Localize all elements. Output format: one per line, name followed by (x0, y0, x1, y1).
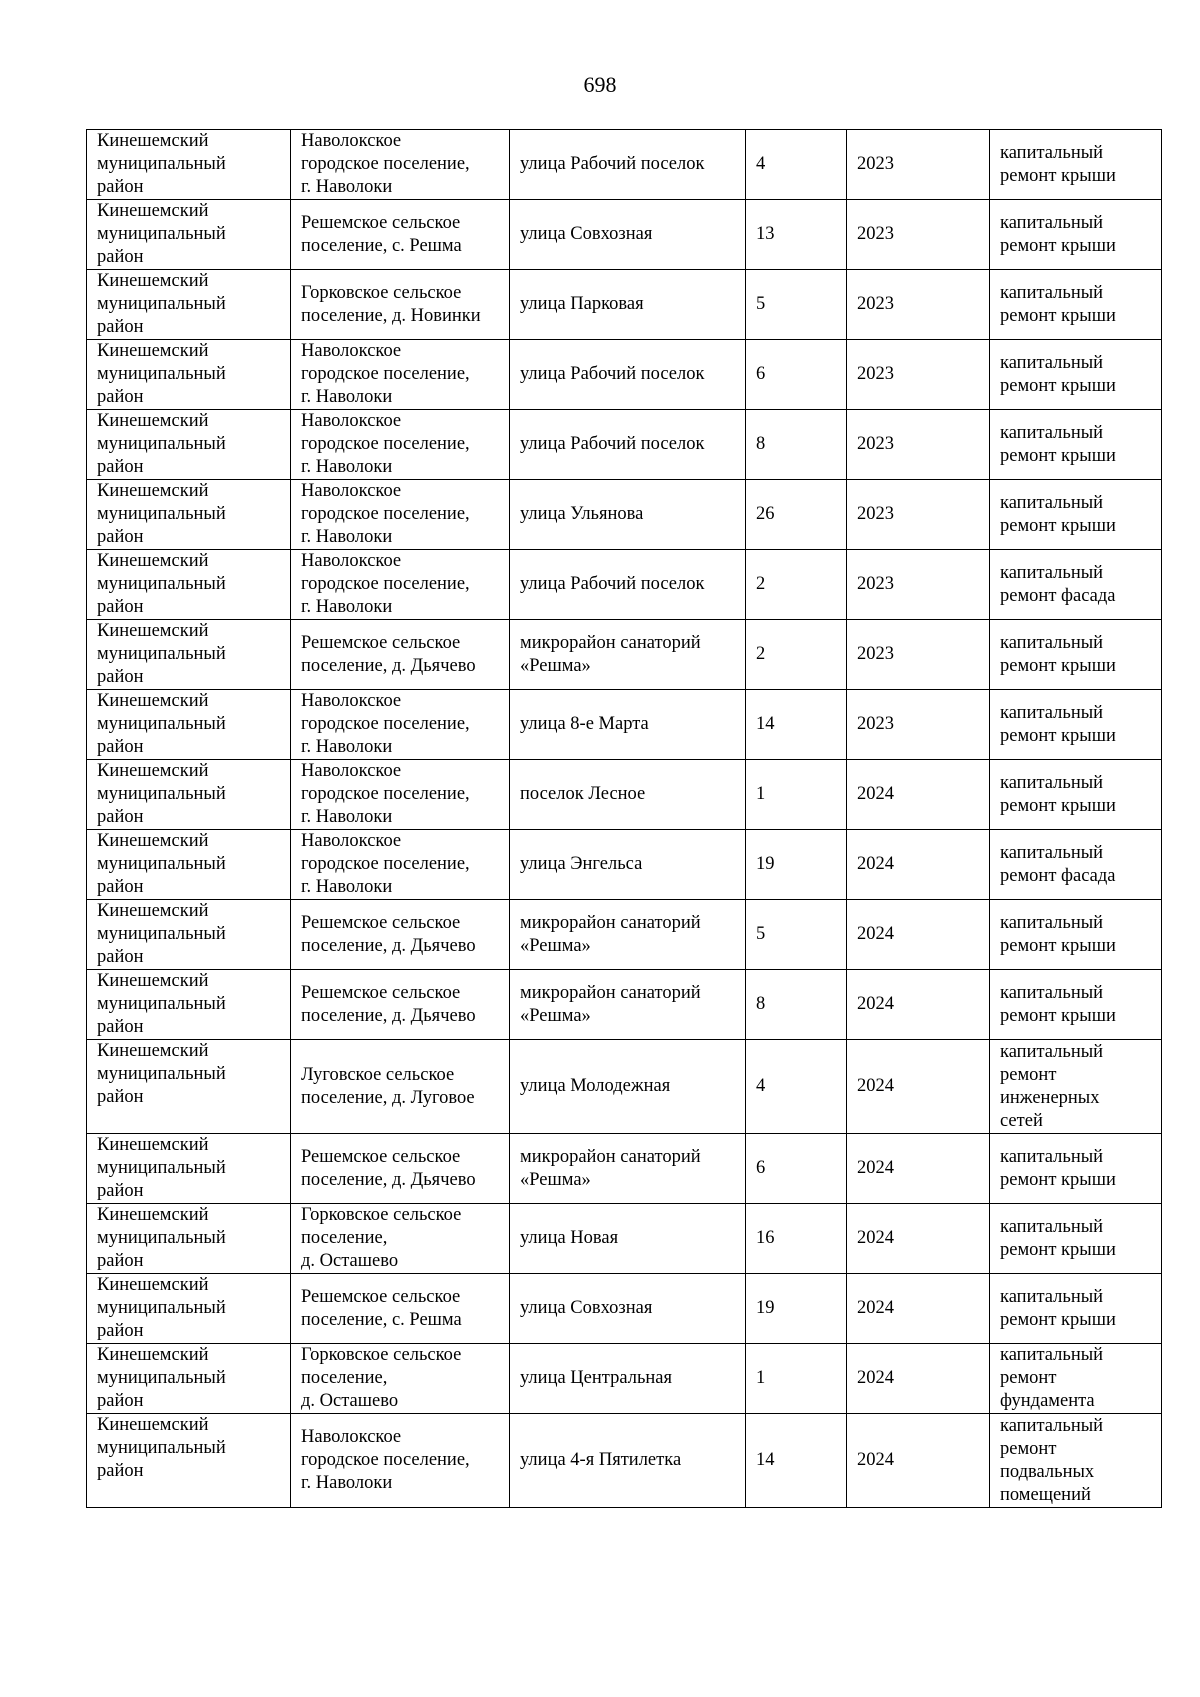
district-cell-text: Кинешемский муниципальный район (97, 481, 226, 547)
year-cell-text: 2024 (857, 1076, 894, 1096)
year-cell-text: 2023 (857, 154, 894, 174)
work-type-cell-text: капитальный ремонт крыши (1000, 422, 1116, 466)
work-type-cell (990, 1204, 1162, 1274)
settlement-cell (291, 900, 510, 970)
house-number-cell-text: 19 (756, 854, 775, 874)
district-cell (87, 760, 291, 830)
street-cell (510, 1134, 746, 1204)
settlement-cell-text: Горковское сельское поселение, д. Новинки (301, 282, 481, 326)
street-cell (510, 1204, 746, 1274)
year-cell-text: 2023 (857, 364, 894, 384)
year-cell-text: 2023 (857, 574, 894, 594)
street-cell-text: улица 4-я Пятилетка (520, 1450, 682, 1470)
year-cell (847, 970, 990, 1040)
district-cell-text: Кинешемский муниципальный район (97, 411, 226, 477)
district-cell (87, 620, 291, 690)
settlement-cell-text: Наволокское городское поселение, г. Наволоки (301, 551, 470, 617)
settlement-cell-text: Горковское сельское поселение, д. Осташево (301, 1345, 462, 1411)
settlement-cell (291, 690, 510, 760)
district-cell-text: Кинешемский муниципальный район (97, 131, 226, 197)
street-cell (510, 830, 746, 900)
work-type-cell (990, 410, 1162, 480)
settlement-cell-text: Наволокское городское поселение, г. Наволоки (301, 341, 470, 407)
year-cell (847, 1414, 990, 1508)
street-cell-text: микрорайон санаторий «Решма» (520, 1146, 701, 1190)
year-cell (847, 1204, 990, 1274)
work-type-cell-text: капитальный ремонт крыши (1000, 632, 1116, 676)
year-cell-text: 2023 (857, 434, 894, 454)
house-number-cell-text: 8 (756, 434, 766, 454)
year-cell-text: 2023 (857, 644, 894, 664)
district-cell-text: Кинешемский муниципальный район (97, 621, 226, 687)
repair-schedule-table (86, 129, 1162, 1508)
district-cell-text: Кинешемский муниципальный район (97, 831, 226, 897)
settlement-cell-text: Наволокское городское поселение, г. Наволоки (301, 831, 470, 897)
district-cell-text: Кинешемский муниципальный район (97, 1415, 226, 1481)
house-number-cell-text: 4 (756, 1076, 766, 1096)
table-row (87, 1134, 1162, 1204)
work-type-cell-text: капитальный ремонт фасада (1000, 562, 1116, 606)
work-type-cell-text: капитальный ремонт крыши (1000, 912, 1116, 956)
year-cell-text: 2024 (857, 784, 894, 804)
table-row (87, 1274, 1162, 1344)
house-number-cell-text: 19 (756, 1298, 775, 1318)
district-cell-text: Кинешемский муниципальный район (97, 1205, 226, 1271)
house-number-cell-text: 4 (756, 154, 766, 174)
year-cell (847, 550, 990, 620)
table-row (87, 760, 1162, 830)
street-cell (510, 1040, 746, 1134)
district-cell-text: Кинешемский муниципальный район (97, 271, 226, 337)
table-row (87, 200, 1162, 270)
street-cell (510, 690, 746, 760)
street-cell-text: улица Рабочий поселок (520, 154, 705, 174)
settlement-cell (291, 1040, 510, 1134)
house-number-cell-text: 2 (756, 574, 766, 594)
work-type-cell (990, 340, 1162, 410)
work-type-cell (990, 970, 1162, 1040)
settlement-cell-text: Наволокское городское поселение, г. Наволоки (301, 1427, 470, 1493)
district-cell (87, 550, 291, 620)
work-type-cell (990, 1134, 1162, 1204)
house-number-cell-text: 2 (756, 644, 766, 664)
house-number-cell (746, 1344, 847, 1414)
year-cell-text: 2024 (857, 1228, 894, 1248)
settlement-cell (291, 550, 510, 620)
district-cell (87, 900, 291, 970)
district-cell-text: Кинешемский муниципальный район (97, 341, 226, 407)
district-cell (87, 1040, 291, 1134)
year-cell (847, 900, 990, 970)
settlement-cell-text: Наволокское городское поселение, г. Наволоки (301, 691, 470, 757)
page-number: 698 (583, 72, 617, 97)
work-type-cell-text: капитальный ремонт инженерных сетей (1000, 1041, 1104, 1131)
work-type-cell (990, 1414, 1162, 1508)
settlement-cell-text: Решемское сельское поселение, д. Дьячево (301, 912, 476, 956)
street-cell-text: улица Молодежная (520, 1076, 671, 1096)
work-type-cell (990, 130, 1162, 200)
district-cell-text: Кинешемский муниципальный район (97, 971, 226, 1037)
house-number-cell (746, 270, 847, 340)
table-row (87, 480, 1162, 550)
year-cell (847, 410, 990, 480)
year-cell-text: 2023 (857, 224, 894, 244)
district-cell-text: Кинешемский муниципальный район (97, 551, 226, 617)
district-cell-text: Кинешемский муниципальный район (97, 1345, 226, 1411)
street-cell-text: улица Парковая (520, 294, 644, 314)
work-type-cell (990, 1344, 1162, 1414)
district-cell (87, 1134, 291, 1204)
house-number-cell-text: 8 (756, 994, 766, 1014)
settlement-cell (291, 970, 510, 1040)
house-number-cell (746, 760, 847, 830)
settlement-cell (291, 1414, 510, 1508)
street-cell-text: улица Рабочий поселок (520, 364, 705, 384)
year-cell (847, 340, 990, 410)
year-cell (847, 1344, 990, 1414)
year-cell-text: 2024 (857, 1368, 894, 1388)
street-cell-text: микрорайон санаторий «Решма» (520, 632, 701, 676)
table-row (87, 550, 1162, 620)
year-cell (847, 760, 990, 830)
year-cell-text: 2024 (857, 994, 894, 1014)
street-cell-text: улица Энгельса (520, 854, 643, 874)
year-cell-text: 2024 (857, 1298, 894, 1318)
work-type-cell-text: капитальный ремонт крыши (1000, 772, 1116, 816)
settlement-cell (291, 130, 510, 200)
street-cell-text: улица Ульянова (520, 504, 644, 524)
house-number-cell-text: 14 (756, 1450, 775, 1470)
table-row (87, 410, 1162, 480)
house-number-cell (746, 410, 847, 480)
settlement-cell (291, 620, 510, 690)
work-type-cell (990, 480, 1162, 550)
street-cell (510, 200, 746, 270)
settlement-cell (291, 270, 510, 340)
year-cell (847, 620, 990, 690)
district-cell (87, 1204, 291, 1274)
street-cell-text: поселок Лесное (520, 784, 646, 804)
table-row (87, 620, 1162, 690)
house-number-cell-text: 5 (756, 924, 766, 944)
house-number-cell (746, 970, 847, 1040)
work-type-cell-text: капитальный ремонт фундамента (1000, 1345, 1104, 1411)
year-cell (847, 1274, 990, 1344)
settlement-cell (291, 830, 510, 900)
house-number-cell (746, 690, 847, 760)
street-cell-text: улица 8-е Марта (520, 714, 649, 734)
settlement-cell (291, 760, 510, 830)
house-number-cell (746, 900, 847, 970)
district-cell-text: Кинешемский муниципальный район (97, 761, 226, 827)
settlement-cell-text: Горковское сельское поселение, д. Осташево (301, 1205, 462, 1271)
house-number-cell (746, 1414, 847, 1508)
table-row (87, 1040, 1162, 1134)
house-number-cell-text: 1 (756, 1368, 766, 1388)
district-cell (87, 690, 291, 760)
work-type-cell (990, 1274, 1162, 1344)
table-row (87, 690, 1162, 760)
table-row (87, 830, 1162, 900)
district-cell (87, 830, 291, 900)
district-cell (87, 200, 291, 270)
street-cell (510, 900, 746, 970)
work-type-cell (990, 900, 1162, 970)
house-number-cell (746, 1134, 847, 1204)
settlement-cell (291, 340, 510, 410)
settlement-cell-text: Решемское сельское поселение, д. Дьячево (301, 632, 476, 676)
settlement-cell (291, 1204, 510, 1274)
house-number-cell (746, 1040, 847, 1134)
street-cell (510, 760, 746, 830)
street-cell (510, 340, 746, 410)
year-cell (847, 1040, 990, 1134)
settlement-cell-text: Решемское сельское поселение, д. Дьячево (301, 1146, 476, 1190)
settlement-cell (291, 480, 510, 550)
street-cell-text: микрорайон санаторий «Решма» (520, 912, 701, 956)
work-type-cell (990, 760, 1162, 830)
settlement-cell-text: Наволокское городское поселение, г. Наволоки (301, 131, 470, 197)
district-cell-text: Кинешемский муниципальный район (97, 201, 226, 267)
table-body (87, 130, 1162, 1508)
street-cell (510, 410, 746, 480)
year-cell (847, 1134, 990, 1204)
street-cell-text: улица Новая (520, 1228, 619, 1248)
street-cell-text: улица Рабочий поселок (520, 574, 705, 594)
district-cell (87, 340, 291, 410)
year-cell-text: 2023 (857, 294, 894, 314)
settlement-cell (291, 1134, 510, 1204)
street-cell (510, 1414, 746, 1508)
work-type-cell-text: капитальный ремонт фасада (1000, 842, 1116, 886)
settlement-cell-text: Решемское сельское поселение, с. Решма (301, 212, 462, 256)
house-number-cell-text: 26 (756, 504, 775, 524)
work-type-cell-text: капитальный ремонт крыши (1000, 1216, 1116, 1260)
work-type-cell-text: капитальный ремонт крыши (1000, 352, 1116, 396)
street-cell (510, 1274, 746, 1344)
work-type-cell (990, 550, 1162, 620)
work-type-cell-text: капитальный ремонт крыши (1000, 1146, 1116, 1190)
settlement-cell-text: Решемское сельское поселение, д. Дьячево (301, 982, 476, 1026)
work-type-cell-text: капитальный ремонт крыши (1000, 1286, 1116, 1330)
year-cell (847, 130, 990, 200)
table-row (87, 1414, 1162, 1508)
year-cell-text: 2024 (857, 854, 894, 874)
work-type-cell (990, 690, 1162, 760)
street-cell (510, 270, 746, 340)
district-cell-text: Кинешемский муниципальный район (97, 1135, 226, 1201)
year-cell (847, 480, 990, 550)
district-cell-text: Кинешемский муниципальный район (97, 901, 226, 967)
street-cell (510, 130, 746, 200)
house-number-cell-text: 13 (756, 224, 775, 244)
work-type-cell-text: капитальный ремонт крыши (1000, 702, 1116, 746)
work-type-cell-text: капитальный ремонт подвальных помещений (1000, 1415, 1104, 1505)
house-number-cell-text: 6 (756, 1158, 766, 1178)
settlement-cell-text: Наволокское городское поселение, г. Наволоки (301, 481, 470, 547)
street-cell-text: улица Центральная (520, 1368, 673, 1388)
work-type-cell (990, 270, 1162, 340)
street-cell-text: микрорайон санаторий «Решма» (520, 982, 701, 1026)
settlement-cell-text: Наволокское городское поселение, г. Наволоки (301, 411, 470, 477)
work-type-cell (990, 620, 1162, 690)
settlement-cell (291, 1344, 510, 1414)
work-type-cell (990, 200, 1162, 270)
settlement-cell (291, 1274, 510, 1344)
house-number-cell (746, 200, 847, 270)
table-row (87, 340, 1162, 410)
work-type-cell-text: капитальный ремонт крыши (1000, 492, 1116, 536)
district-cell-text: Кинешемский муниципальный район (97, 1275, 226, 1341)
year-cell-text: 2024 (857, 1158, 894, 1178)
settlement-cell-text: Решемское сельское поселение, с. Решма (301, 1286, 462, 1330)
work-type-cell-text: капитальный ремонт крыши (1000, 212, 1116, 256)
work-type-cell-text: капитальный ремонт крыши (1000, 142, 1116, 186)
work-type-cell-text: капитальный ремонт крыши (1000, 282, 1116, 326)
street-cell (510, 550, 746, 620)
year-cell (847, 690, 990, 760)
house-number-cell-text: 5 (756, 294, 766, 314)
district-cell (87, 1414, 291, 1508)
work-type-cell-text: капитальный ремонт крыши (1000, 982, 1116, 1026)
year-cell (847, 200, 990, 270)
table-row (87, 1204, 1162, 1274)
house-number-cell (746, 340, 847, 410)
house-number-cell-text: 16 (756, 1228, 775, 1248)
street-cell (510, 1344, 746, 1414)
table-row (87, 130, 1162, 200)
house-number-cell (746, 830, 847, 900)
house-number-cell-text: 1 (756, 784, 766, 804)
street-cell (510, 970, 746, 1040)
district-cell-text: Кинешемский муниципальный район (97, 691, 226, 757)
year-cell-text: 2023 (857, 504, 894, 524)
settlement-cell-text: Наволокское городское поселение, г. Наволоки (301, 761, 470, 827)
year-cell-text: 2023 (857, 714, 894, 734)
table-row (87, 270, 1162, 340)
district-cell (87, 410, 291, 480)
year-cell-text: 2024 (857, 1450, 894, 1470)
district-cell (87, 970, 291, 1040)
district-cell (87, 130, 291, 200)
house-number-cell-text: 14 (756, 714, 775, 734)
street-cell (510, 620, 746, 690)
table-row (87, 900, 1162, 970)
house-number-cell (746, 480, 847, 550)
house-number-cell (746, 130, 847, 200)
work-type-cell (990, 830, 1162, 900)
district-cell (87, 1344, 291, 1414)
street-cell-text: улица Совхозная (520, 224, 653, 244)
district-cell (87, 480, 291, 550)
street-cell-text: улица Совхозная (520, 1298, 653, 1318)
work-type-cell (990, 1040, 1162, 1134)
house-number-cell-text: 6 (756, 364, 766, 384)
house-number-cell (746, 620, 847, 690)
house-number-cell (746, 1204, 847, 1274)
street-cell-text: улица Рабочий поселок (520, 434, 705, 454)
year-cell-text: 2024 (857, 924, 894, 944)
street-cell (510, 480, 746, 550)
district-cell (87, 1274, 291, 1344)
district-cell-text: Кинешемский муниципальный район (97, 1041, 226, 1107)
district-cell (87, 270, 291, 340)
year-cell (847, 830, 990, 900)
settlement-cell (291, 200, 510, 270)
settlement-cell (291, 410, 510, 480)
year-cell (847, 270, 990, 340)
table-row (87, 970, 1162, 1040)
table-row (87, 1344, 1162, 1414)
house-number-cell (746, 550, 847, 620)
house-number-cell (746, 1274, 847, 1344)
settlement-cell-text: Луговское сельское поселение, д. Луговое (301, 1064, 475, 1108)
